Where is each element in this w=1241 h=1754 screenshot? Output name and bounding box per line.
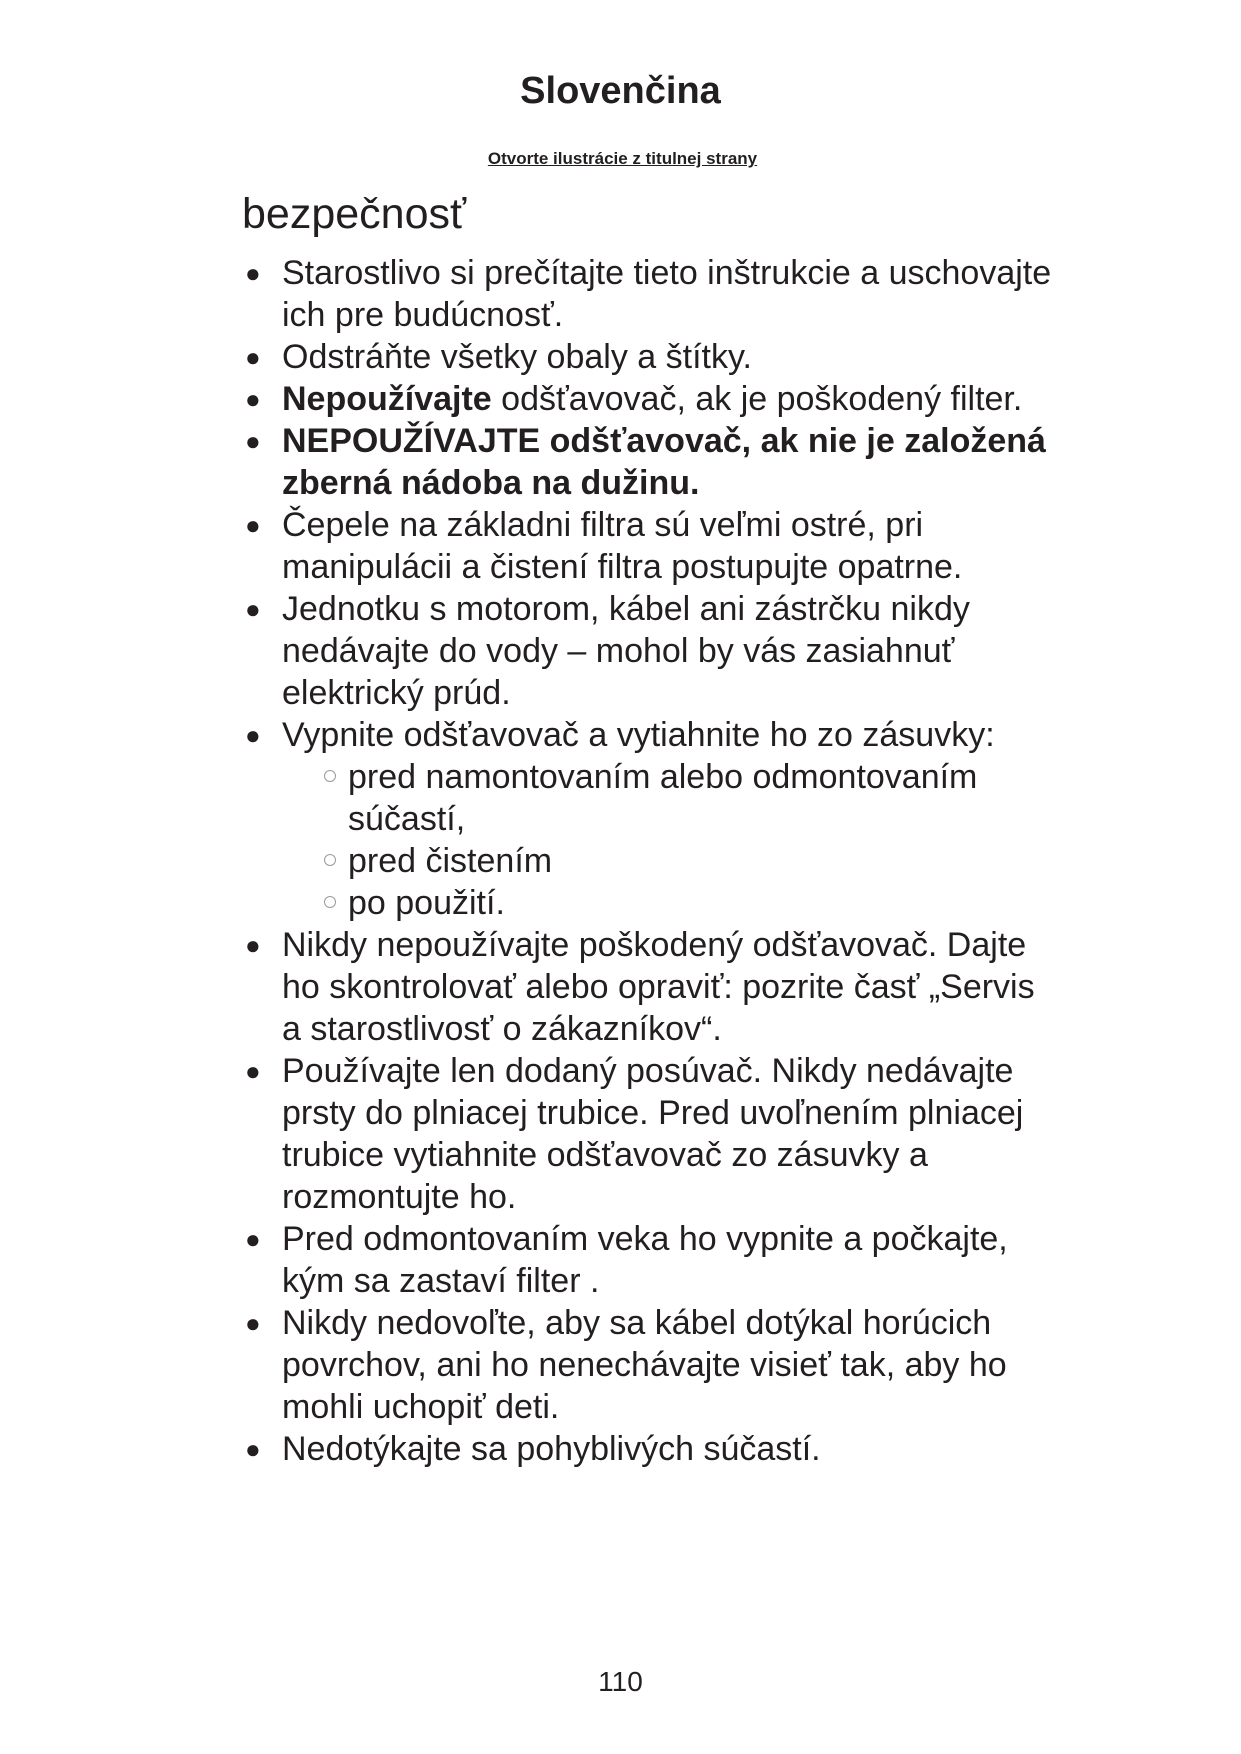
list-item [242,714,1062,924]
bullet-icon: ● [245,594,261,624]
list-item [242,252,1062,336]
bullet-icon: ● [245,1434,261,1464]
list-item [242,588,1062,714]
list-item [242,1428,1062,1470]
list-item [242,1050,1062,1218]
circle-bullet-icon [324,854,336,866]
sublist-item [324,882,1062,924]
circle-bullet-icon [324,770,336,782]
bullet-icon: ● [245,258,261,288]
section-heading-safety: bezpečnosť [242,190,467,238]
list-item-text: Čepele na základni filtra sú veľmi ostré, pri manipulácii a čistení filtra postupujte opatrne. [282,506,963,586]
sublist-item-text: pred namontovaním alebo odmontovaním súčastí, [348,758,978,838]
list-item [242,924,1062,1050]
list-item-text: Starostlivo si prečítajte tieto inštrukcie a uschovajte ich pre budúcnosť. [282,254,1052,334]
list-item-text: Nikdy nepoužívajte poškodený odšťavovač. Dajte ho skontrolovať alebo opraviť: pozrite časť „Servis a starostlivosť o zákazníkov“. [282,926,1035,1048]
bullet-icon: ● [245,426,261,456]
bullet-icon: ● [245,1308,261,1338]
list-item-text: Nikdy nedovoľte, aby sa kábel dotýkal horúcich povrchov, ani ho nenechávajte visieť tak, aby ho mohli uchopiť deti. [282,1304,1007,1426]
list-item-text: Odstráňte všetky obaly a štítky. [282,338,752,376]
bullet-icon: ● [245,342,261,372]
cover-illustrations-note [0,149,1241,169]
circle-bullet-icon [324,896,336,908]
list-item-text: Nedotýkajte sa pohyblivých súčastí. [282,1430,821,1468]
list-item [242,336,1062,378]
bullet-icon: ● [245,384,261,414]
list-item [242,504,1062,588]
page-title: Slovenčina [520,70,721,112]
sublist-item [324,840,1062,882]
list-item-text: Vypnite odšťavovač a vytiahnite ho zo zásuvky: [282,716,995,754]
bullet-icon: ● [245,720,261,750]
list-item [242,420,1062,504]
bullet-icon: ● [245,1056,261,1086]
list-item-emphasis: Nepoužívajte [282,380,492,418]
sublist-item [324,756,1062,840]
sublist-item-text: pred čistením [348,842,553,880]
list-item-text: Pred odmontovaním veka ho vypnite a počkajte, kým sa zastaví filter . [282,1220,1008,1300]
cover-illustrations-note-text: Otvorte ilustrácie z titulnej strany [487,149,758,168]
safety-list [242,252,1062,1470]
list-item-text: NEPOUŽÍVAJTE odšťavovač, ak nie je založená zberná nádoba na dužinu. [282,422,1046,502]
list-item [242,1218,1062,1302]
bullet-icon: ● [245,1224,261,1254]
list-item-text: Jednotku s motorom, kábel ani zástrčku nikdy nedávajte do vody – mohol by vás zasiahnuť elektrický prúd. [282,590,970,712]
bullet-icon: ● [245,510,261,540]
list-item-text: odšťavovač, ak je poškodený filter. [491,380,1023,418]
list-item [242,378,1062,420]
sublist [282,756,1062,924]
list-item-text: Používajte len dodaný posúvač. Nikdy nedávajte prsty do plniacej trubice. Pred uvoľnením plniacej trubice vytiahnite odšťavovač zo zásuvky a rozmontujte ho. [282,1052,1024,1216]
list-item [242,1302,1062,1428]
bullet-icon: ● [245,930,261,960]
page-number: 110 [598,1666,643,1697]
sublist-item-text: po použití. [348,884,505,922]
